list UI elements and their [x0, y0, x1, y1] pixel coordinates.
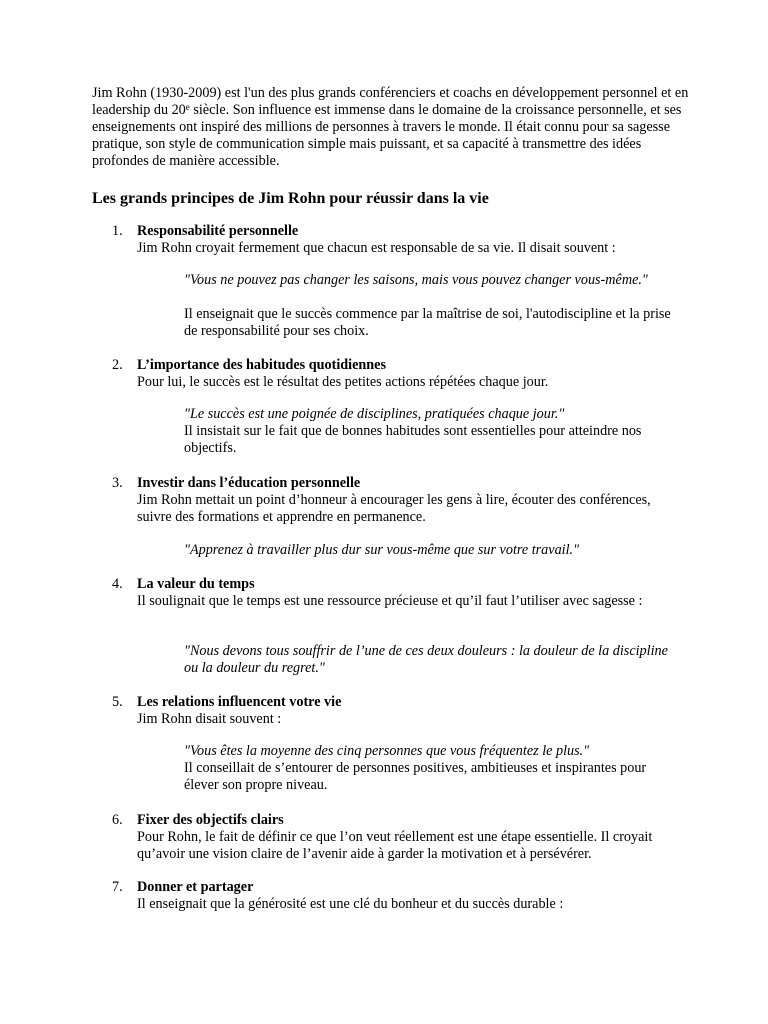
item-number: 3.	[112, 475, 123, 491]
item-number: 1.	[112, 223, 123, 239]
item-quote: "Vous êtes la moyenne des cinq personnes que vous fréquentez le plus."	[184, 743, 590, 759]
item-number: 5.	[112, 694, 123, 710]
item-note: Il conseillait de s’entourer de personnes positives, ambitieuses et inspirantes pour élever son propre niveau.	[184, 760, 647, 793]
item-quote: "Apprenez à travailler plus dur sur vous-même que sur votre travail."	[184, 542, 580, 558]
item-quote: "Vous ne pouvez pas changer les saisons, mais vous pouvez changer vous-même."	[184, 272, 648, 288]
item-title: Investir dans l’éducation personnelle	[137, 475, 361, 491]
item-title: La valeur du temps	[137, 576, 255, 592]
item-description: Jim Rohn croyait fermement que chacun est responsable de sa vie. Il disait souvent :	[137, 240, 616, 256]
intro-paragraph	[92, 85, 692, 170]
item-note: Il insistait sur le fait que de bonnes habitudes sont essentielles pour atteindre nos objectifs.	[184, 423, 642, 456]
item-title: Responsabilité personnelle	[137, 223, 299, 239]
item-description: Jim Rohn mettait un point d’honneur à encourager les gens à lire, écouter des conférences, suivre des formations et apprendre en permanence.	[137, 492, 651, 525]
item-title: Les relations influencent votre vie	[137, 694, 342, 710]
item-number: 6.	[112, 812, 123, 828]
item-title: Donner et partager	[137, 879, 254, 895]
section-heading: Les grands principes de Jim Rohn pour réussir dans la vie	[92, 190, 489, 207]
century-superscript: e	[185, 102, 190, 112]
item-quote: "Nous devons tous souffrir de l’une de ces deux douleurs : la douleur de la discipline ou la douleur du regret."	[184, 643, 668, 676]
item-description: Pour lui, le succès est le résultat des petites actions répétées chaque jour.	[137, 374, 549, 390]
intro-text-end: siècle. Son influence est immense dans le domaine de la croissance personnelle, et ses enseignements ont inspiré des millions de personnes à travers le monde. Il était connu pour sa sagesse pratique, son style de communication simple mais puissant, et sa capacité à transmettre des idées profondes de manière accessible.	[92, 102, 682, 169]
item-number: 4.	[112, 576, 123, 592]
item-description: Il enseignait que la générosité est une clé du bonheur et du succès durable :	[137, 896, 564, 912]
intro-text-start: Jim Rohn (1930-2009) est l'un des plus grands conférenciers et coachs en développement personnel et en leadership du 20	[92, 85, 689, 118]
item-description: Jim Rohn disait souvent :	[137, 711, 282, 727]
item-description: Pour Rohn, le fait de définir ce que l’on veut réellement est une étape essentielle. Il croyait qu’avoir une vision claire de l’avenir aide à garder la motivation et à persévérer.	[137, 829, 653, 862]
item-title: L’importance des habitudes quotidiennes	[137, 357, 386, 373]
item-number: 7.	[112, 879, 123, 895]
item-number: 2.	[112, 357, 123, 373]
item-title: Fixer des objectifs clairs	[137, 812, 284, 828]
item-note: Il enseignait que le succès commence par la maîtrise de soi, l'autodiscipline et la prise de responsabilité pour ses choix.	[184, 306, 671, 339]
item-quote: "Le succès est une poignée de disciplines, pratiquées chaque jour."	[184, 406, 565, 422]
item-description: Il soulignait que le temps est une ressource précieuse et qu’il faut l’utiliser avec sagesse :	[137, 593, 643, 609]
